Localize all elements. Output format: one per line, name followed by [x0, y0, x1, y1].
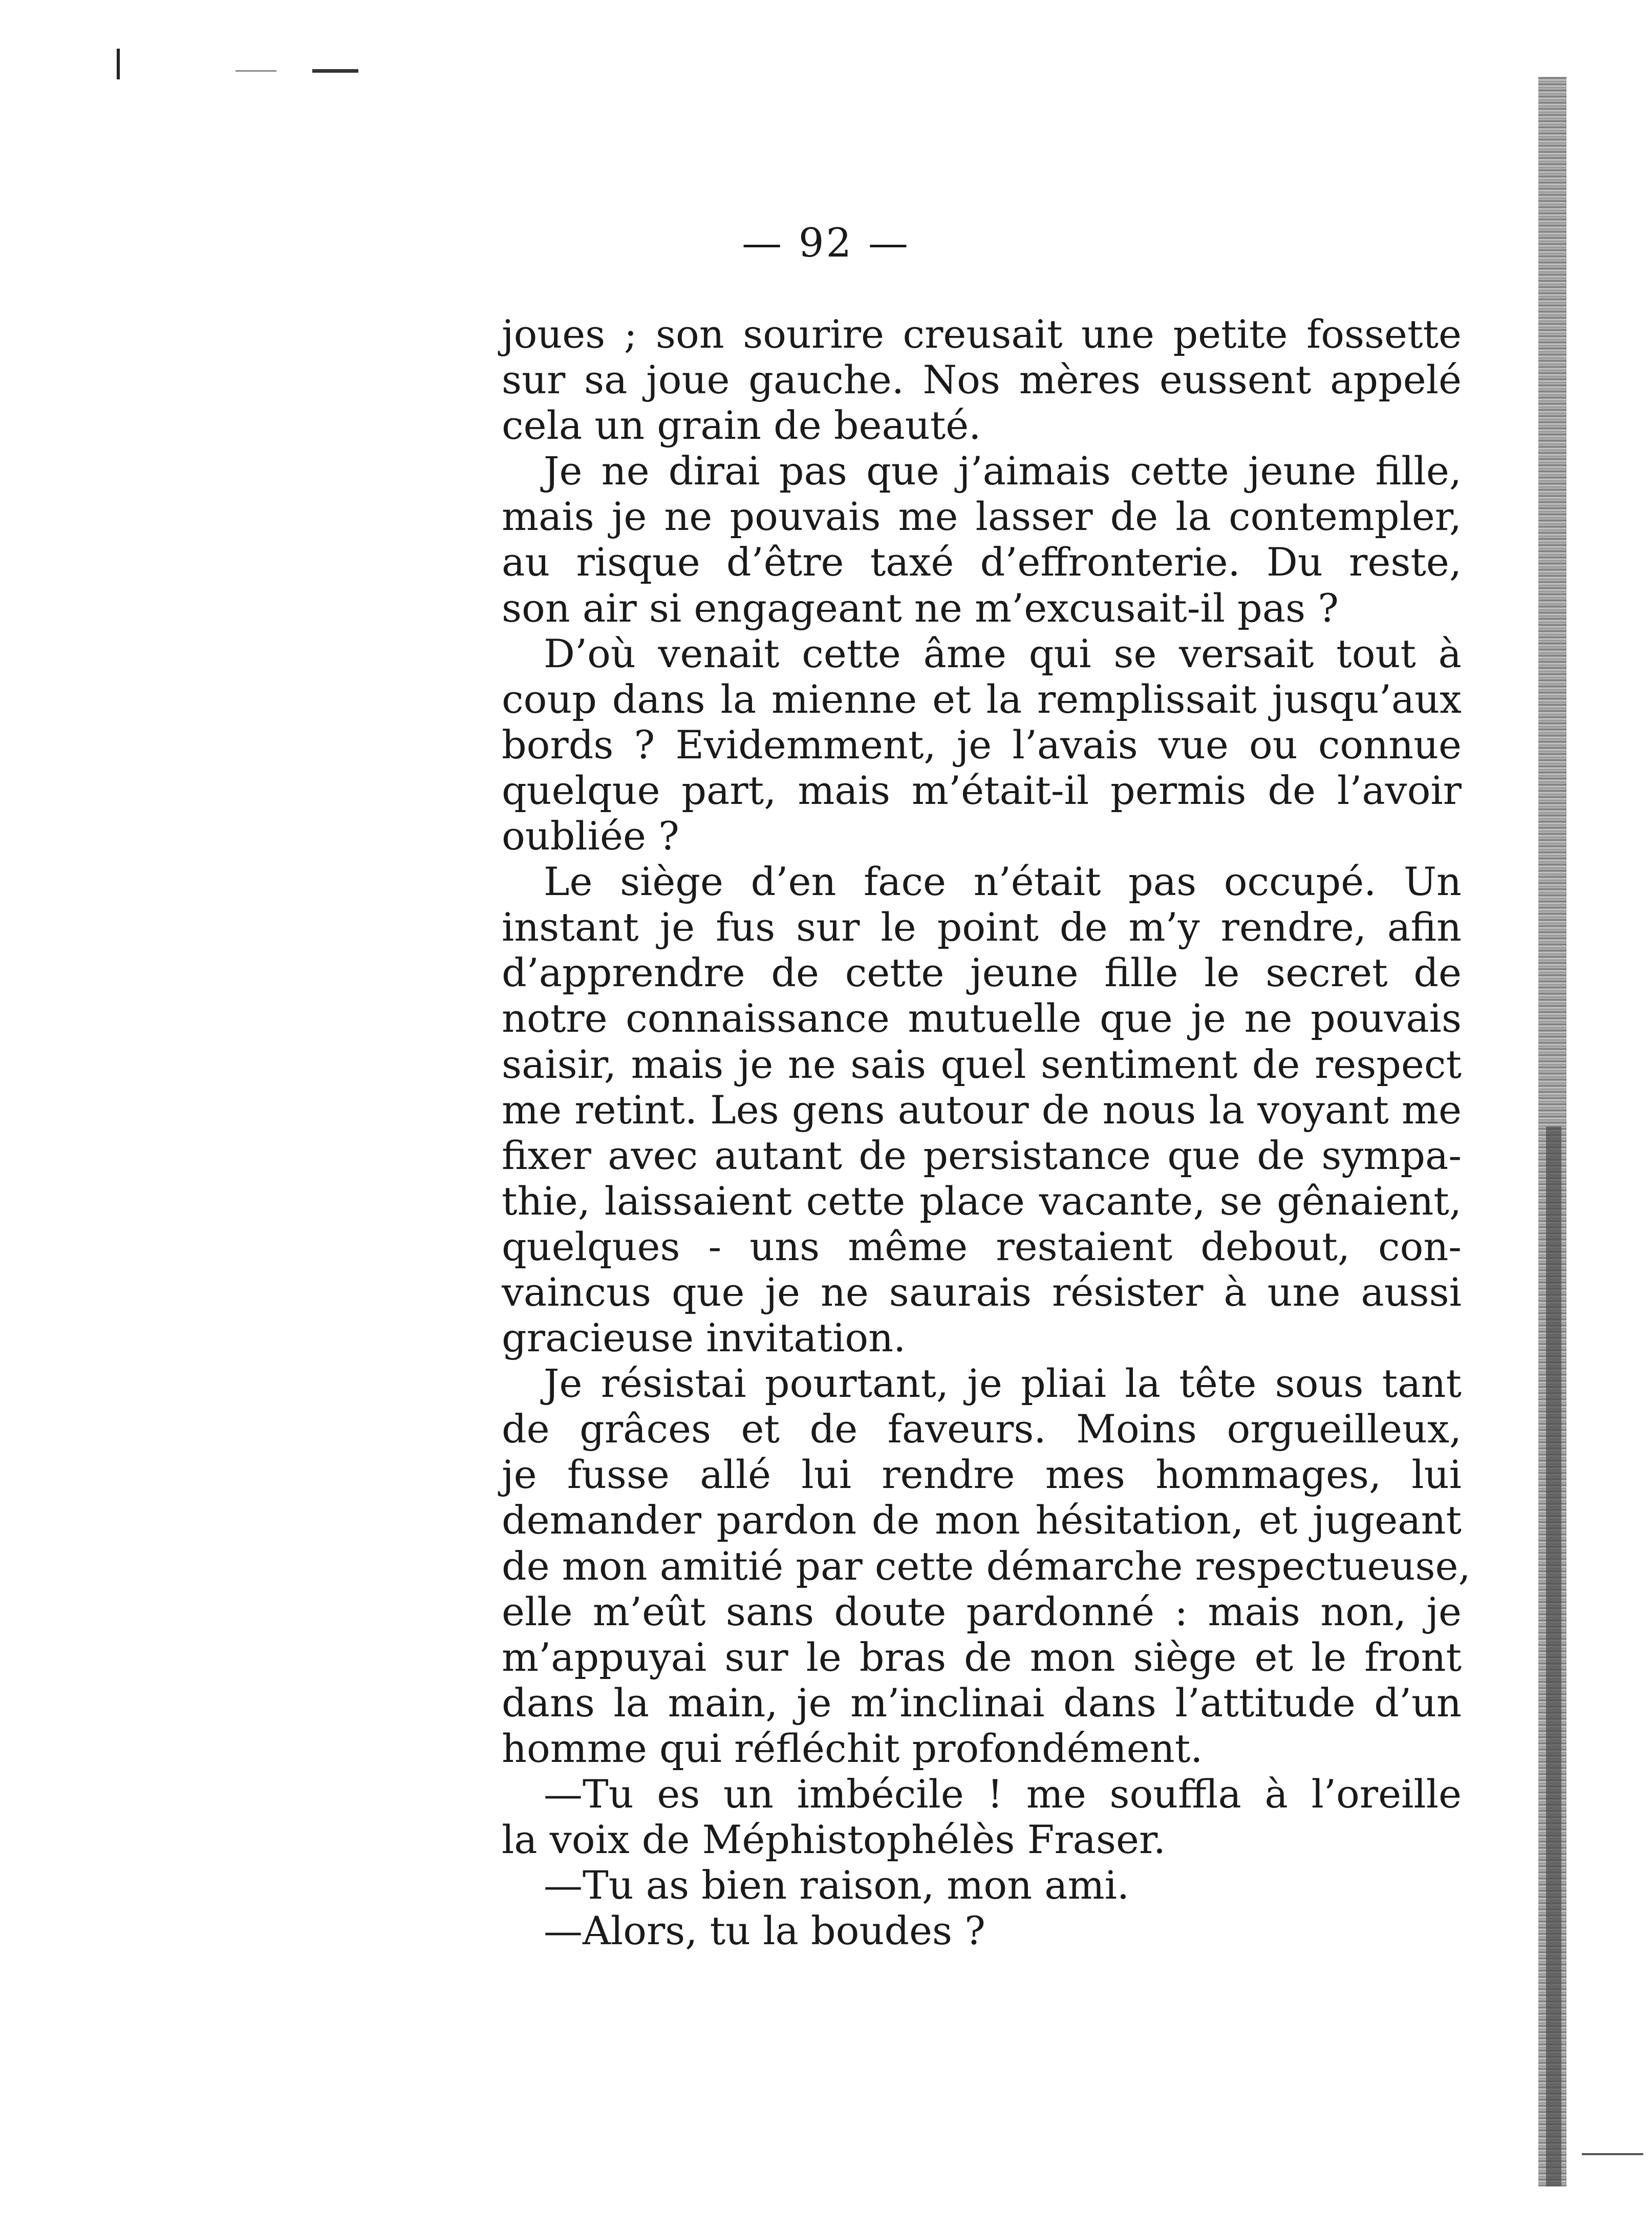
text-line: homme qui réfléchit profondément.	[502, 1725, 1203, 1771]
text-line: thie, laissaient cette place vacante, se gênaient,	[502, 1178, 1462, 1224]
text-line: demander pardon de mon hésitation, et jugeant	[502, 1497, 1462, 1543]
text-line: mais je ne pouvais me lasser de la contempler,	[502, 494, 1462, 540]
scan-artifact-dash	[312, 69, 358, 73]
text-line: m’appuyai sur le bras de mon siège et le front	[502, 1634, 1462, 1680]
text-line: —Tu es un imbécile ! me souffla à l’oreille	[544, 1771, 1462, 1817]
text-line: Le siège d’en face n’était pas occupé. Un	[544, 859, 1462, 905]
text-line: coup dans la mienne et la remplissait jusqu’aux	[502, 676, 1462, 722]
text-line: cela un grain de beauté.	[502, 402, 981, 449]
text-line: bords ? Evidemment, je l’avais vue ou connue	[502, 721, 1462, 768]
text-line: je fusse allé lui rendre mes hommages, lui	[502, 1452, 1462, 1498]
text-line: fixer avec autant de persistance que de sympa-	[502, 1132, 1462, 1178]
text-line: joues ; son sourire creusait une petite fossette	[502, 311, 1462, 357]
text-line: au risque d’être taxé d’effronterie. Du reste,	[502, 539, 1462, 585]
scan-artifact-dash	[235, 70, 276, 72]
text-line: gracieuse invitation.	[502, 1315, 906, 1361]
text-line: son air si engageant ne m’excusait-il pas ?	[502, 585, 1339, 631]
text-line: d’apprendre de cette jeune fille le secret de	[502, 950, 1462, 996]
text-line: me retint. Les gens autour de nous la voyant me	[502, 1087, 1462, 1133]
text-line: de mon amitié par cette démarche respectueuse,	[502, 1543, 1471, 1589]
text-line: quelques - uns même restaient debout, con-	[502, 1223, 1462, 1269]
text-line: Je ne dirai pas que j’aimais cette jeune fille,	[544, 448, 1462, 494]
scan-artifact-rule	[1582, 2153, 1643, 2155]
text-line: —Alors, tu la boudes ?	[544, 1908, 985, 1954]
page-number: — 92 —	[742, 220, 910, 266]
text-line: notre connaissance mutuelle que je ne pouvais	[502, 995, 1462, 1041]
text-line: D’où venait cette âme qui se versait tout à	[544, 630, 1462, 676]
body-text	[502, 311, 1471, 1954]
text-line: dans la main, je m’inclinai dans l’attitude d’un	[502, 1679, 1462, 1726]
text-line: elle m’eût sans doute pardonné : mais non, je	[502, 1588, 1462, 1634]
text-line: instant je fus sur le point de m’y rendre, afin	[502, 904, 1462, 950]
text-line: oubliée ?	[502, 813, 679, 859]
text-line: Je résistai pourtant, je pliai la tête sous tant	[544, 1360, 1462, 1407]
text-line: —Tu as bien raison, mon ami.	[544, 1862, 1130, 1908]
text-line: vaincus que je ne saurais résister à une aussi	[502, 1269, 1462, 1315]
text-line: de grâces et de faveurs. Moins orgueilleux,	[502, 1406, 1462, 1452]
page-binding-shadow	[1546, 1126, 1561, 2186]
text-line: sur sa joue gauche. Nos mères eussent appelé	[502, 357, 1462, 403]
text-line: quelque part, mais m’était-il permis de l’avoir	[502, 767, 1462, 813]
scan-artifact-mark	[117, 49, 120, 79]
text-line: la voix de Méphistophélès Fraser.	[502, 1817, 1166, 1863]
text-line: saisir, mais je ne sais quel sentiment de respect	[502, 1041, 1462, 1087]
